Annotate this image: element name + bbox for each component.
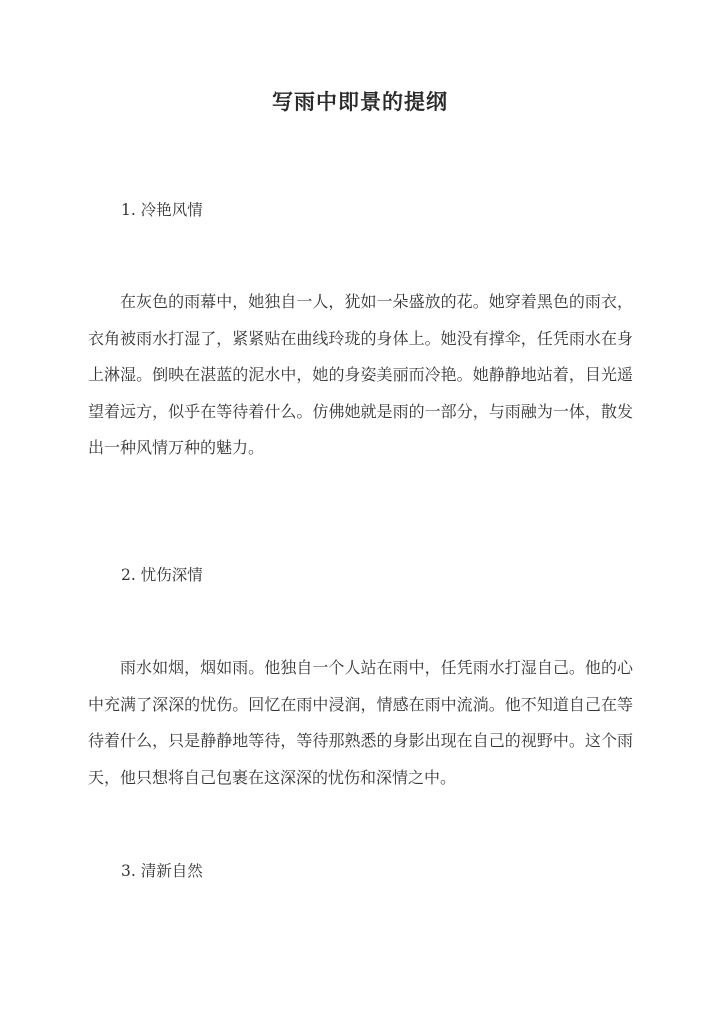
section-heading-2: 2. 忧伤深情 [121,566,203,584]
section-paragraph-2: 雨水如烟，烟如雨。他独自一个人站在雨中，任凭雨水打湿自己。他的心中充满了深深的忧伤。回忆在雨中浸润，情感在雨中流淌。他不知道自己在等待着什么，只是静静地等待，等待那熟悉的身影出现在自己的视野中。这个雨天，他只想将自己包裹在这深深的忧伤和深情之中。 [88,658,633,787]
document-title: 写雨中即景的提纲 [272,89,448,114]
section-heading-1: 1. 冷艳风情 [121,201,203,219]
section-heading-3: 3. 清新自然 [121,862,203,880]
section-paragraph-1: 在灰色的雨幕中，她独自一人，犹如一朵盛放的花。她穿着黑色的雨衣，衣角被雨水打湿了，紧紧贴在曲线玲珑的身体上。她没有撑伞，任凭雨水在身上淋湿。倒映在湛蓝的泥水中，她的身姿美丽而冷艳。她静静地站着，目光遥望着远方，似乎在等待着什么。仿佛她就是雨的一部分，与雨融为一体，散发出一种风情万种的魅力。 [88,292,633,457]
